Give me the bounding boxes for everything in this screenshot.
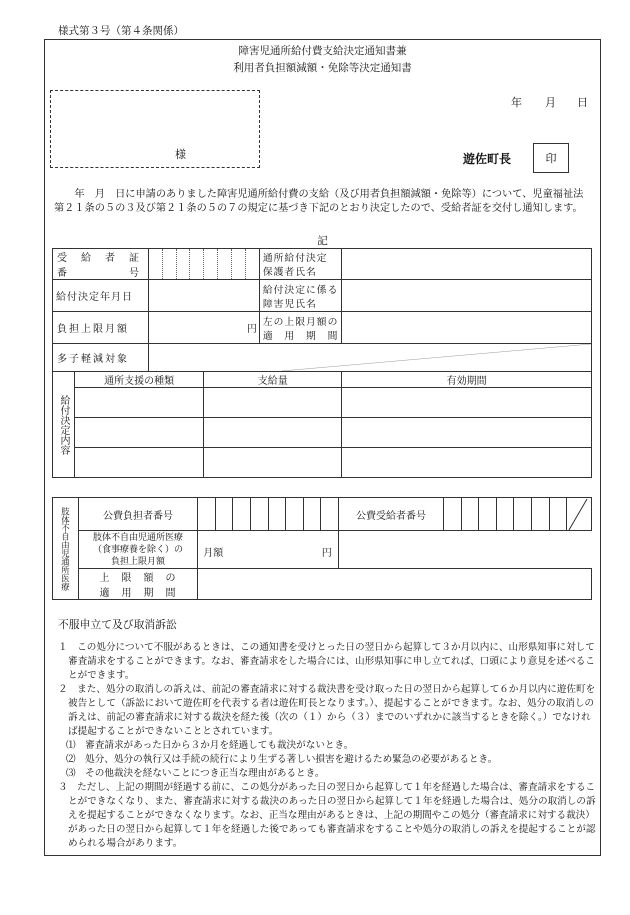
digit-cell — [232, 249, 246, 280]
digit-cell — [190, 249, 204, 280]
payer-number-label: 公費負担者番号 — [78, 498, 198, 531]
benefit-cell — [74, 388, 203, 418]
digit-cell — [303, 498, 321, 531]
slash-mark — [567, 498, 588, 531]
digit-cell — [461, 498, 479, 531]
digit-cell — [321, 498, 339, 531]
appeal-subitem: ⑵ 処分、処分の執行又は手続の続行により生ずる著しい損害を避けるため緊急の必要があるとき。 — [66, 754, 498, 765]
recipient-number-label: 公費受給者番号 — [338, 498, 443, 531]
label-line: （食事療養を除く）の — [93, 544, 184, 555]
date-month: 月 — [545, 96, 556, 109]
form-number: 様式第３号（第４条関係） — [58, 25, 184, 37]
label-line: 給付決定に係る — [262, 284, 339, 296]
label-line: 肢体不自由児通所医療 — [93, 532, 184, 543]
col-header-amount: 支給量 — [204, 372, 342, 388]
medical-period-value — [198, 569, 592, 600]
benefit-cell — [204, 388, 342, 418]
digit-cell — [198, 498, 216, 531]
guardian-name-label — [259, 249, 341, 280]
benefit-cell — [74, 448, 203, 478]
label-line: 保護者氏名 — [262, 267, 317, 278]
monthly-label: 月額 — [203, 548, 224, 559]
benefit-content-label: 給付決定内容 — [53, 372, 75, 478]
col-header-type: 通所支援の種類 — [74, 372, 203, 388]
limit-period-value — [342, 312, 592, 344]
notice-text: 年 月 日に申請のありました障害児通所給付費の支給（及び用者負担額減額・免除等）について、児童福祉法第２１条の５の３及び第２１条の５の７の規定に基づき下記のとおり決定したので、受給者証を交付し通知します。 — [54, 189, 584, 214]
col-header-period: 有効期間 — [342, 372, 592, 388]
digit-cell — [286, 498, 304, 531]
date-day: 日 — [577, 96, 588, 109]
appeal-subitem: ⑴ 審査請求があった日から３か月を経過しても裁決がないとき。 — [66, 740, 354, 751]
digit-cell — [148, 249, 162, 280]
label-line: 受 給 者 証 — [57, 253, 141, 264]
benefit-cell — [204, 448, 342, 478]
recipient-number-label — [53, 249, 149, 280]
label-line: 通所給付決定 — [262, 253, 328, 264]
digit-cell-slashed — [567, 498, 592, 531]
digit-cell — [532, 498, 550, 531]
medical-limit-label — [78, 531, 198, 569]
label-line: 番 号 — [57, 268, 141, 279]
yen-unit: 円 — [321, 548, 332, 559]
child-name-label — [259, 280, 341, 312]
appeal-paragraph: １ この処分について不服があるときは、この通知書を受けとった日の翌日から起算して３か月以内に、山形県知事に対して審査請求をすることができます。なお、審査請求をした場合には、山形県知事に申し立てれば、口頭により意見を述べることができます。 — [58, 642, 595, 681]
benefit-cell — [342, 418, 592, 448]
address-box — [50, 90, 260, 168]
appeal-paragraph: ３ ただし、上記の期間が経過する前に、この処分があった日の翌日から起算して１年を経過した場合は、審査請求をすることができなくなり、また、審査請求に対する裁決のあった日の翌日から起算して１年を経過した場合は、処分の取消しの訴えを提起することができなくなります。なお、正当な理由があるときは、上記の期間やこの処分（審査請求に対する裁決）があった日の翌日から起算して１年を経過した後であっても審査請求をすることや処分の取消しの訴えを提起することが認められる場合があります。 — [58, 782, 596, 849]
digit-cell — [233, 498, 251, 531]
title-line-2: 利用者負担額減額・免除等決定通知書 — [233, 62, 412, 74]
medical-side-label: 肢体不自由児通所医療 — [53, 498, 79, 600]
child-name-value — [342, 280, 592, 312]
digit-cell — [250, 498, 268, 531]
seal-box: 印 — [533, 143, 569, 173]
digit-cell — [496, 498, 514, 531]
decision-date-value — [148, 280, 259, 312]
label-line: 適 用 期 間 — [262, 330, 339, 342]
appeal-paragraph: ２ また、処分の取消しの訴えは、前記の審査請求に対する裁決書を受け取った日の翌日から起算して６か月以内に遊佐町を被告として（訴訟において遊佐町を代表する者は遊佐町長となります。）、提起することができます。なお、処分の取消しの訴えは、前記の審査請求に対する裁決を経た後（次の（１）から（３）までのいずれかに該当するときを除く。）でなければ提起することができないこととされています。 — [58, 684, 596, 737]
title-line-1: 障害児通所給付費支給決定通知書兼 — [238, 45, 407, 57]
medical-table — [52, 497, 592, 600]
label-line: 適 用 期 間 — [99, 588, 177, 599]
digit-cell — [444, 498, 462, 531]
digit-cell — [204, 249, 218, 280]
appeal-text — [58, 641, 596, 851]
appeal-subitem: ⑶ その他裁決を経ないことにつき正当な理由があるとき。 — [66, 768, 325, 779]
decision-date-label: 給付決定年月日 — [53, 280, 149, 312]
digit-cell — [268, 498, 286, 531]
digit-cell — [549, 498, 567, 531]
issuer-name: 遊佐町長 — [463, 152, 512, 166]
limit-period-label — [259, 312, 341, 344]
digit-cell — [514, 498, 532, 531]
ki-heading: 記 — [317, 235, 328, 247]
decision-table — [52, 248, 592, 478]
digit-cell — [162, 249, 176, 280]
appeal-title: 不服申立て及び取消訴訟 — [58, 618, 177, 631]
date-year: 年 — [511, 96, 522, 109]
diagonal-line — [149, 344, 591, 372]
yen-unit: 円 — [246, 324, 257, 335]
digit-cell — [215, 498, 233, 531]
label-line: 上 限 額 の — [99, 573, 177, 584]
honorific: 様 — [175, 148, 186, 161]
medical-period-label — [78, 569, 198, 600]
multi-child-value — [148, 344, 591, 372]
label-line: 負担上限月額 — [111, 556, 166, 567]
digit-cell — [218, 249, 232, 280]
limit-monthly-label: 負担上限月額 — [53, 312, 149, 344]
digit-cell — [245, 249, 259, 280]
label-line: 左の上限月額の — [262, 316, 339, 328]
benefit-cell — [342, 448, 592, 478]
limit-monthly-value — [148, 312, 259, 344]
digit-cell — [176, 249, 190, 280]
digit-cell — [479, 498, 497, 531]
benefit-cell — [204, 418, 342, 448]
blank-area — [338, 531, 591, 569]
benefit-cell — [342, 388, 592, 418]
benefit-cell — [74, 418, 203, 448]
multi-child-label: 多子軽減対象 — [53, 344, 149, 372]
guardian-name-value — [342, 249, 592, 280]
medical-limit-value — [198, 531, 339, 569]
label-line: 障害児氏名 — [262, 298, 317, 310]
